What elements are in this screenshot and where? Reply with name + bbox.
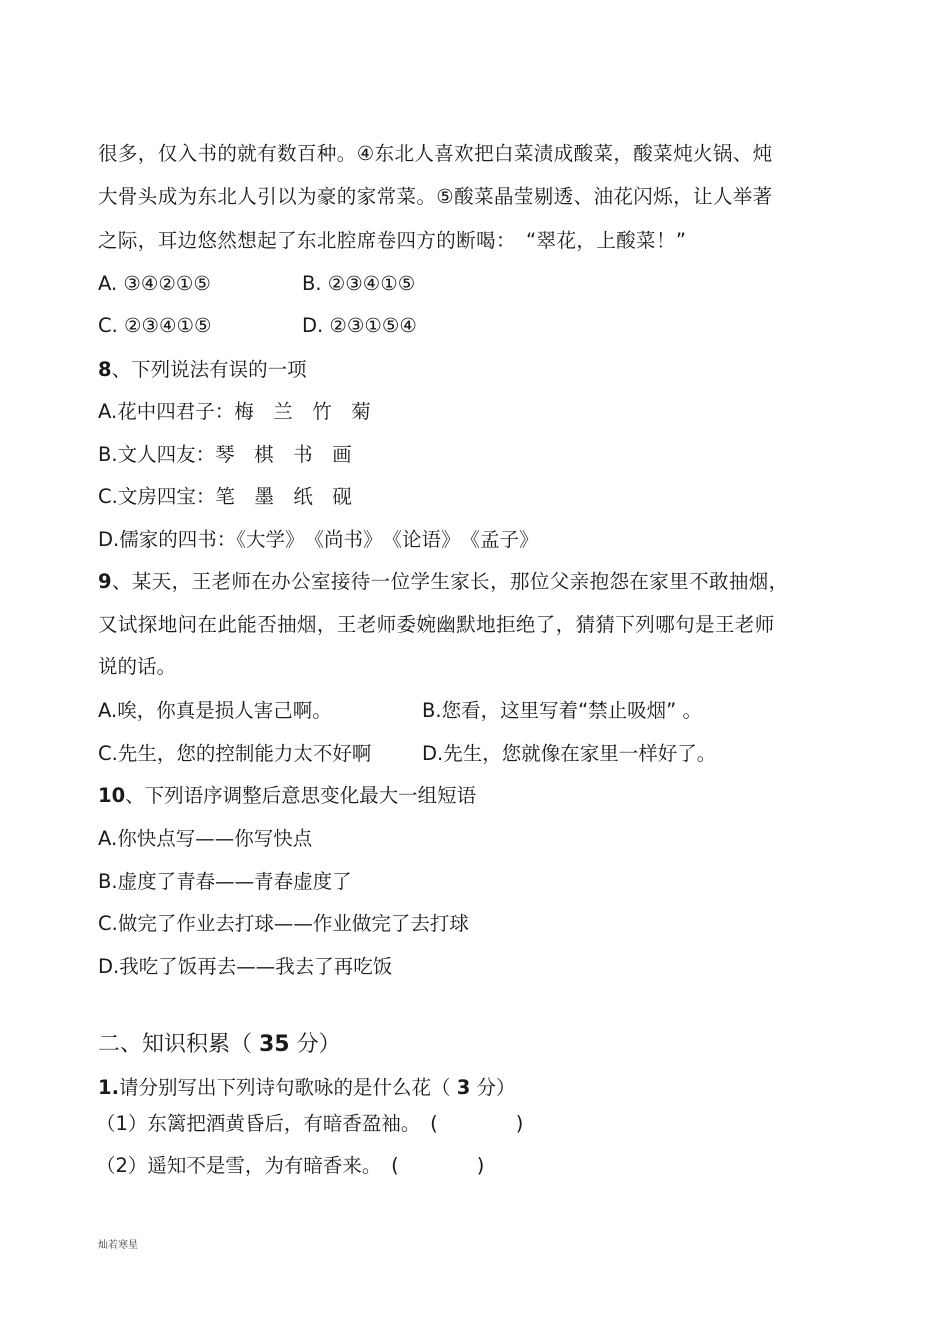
q9-option-d: D.先生，您就像在家里一样好了。	[422, 742, 717, 765]
q7-option-b: B. ②③④①⑤	[302, 272, 416, 295]
q9-stem-line-2: 又试探地问在此能否抽烟，王老师委婉幽默地拒绝了，猜猜下列哪句是王老师	[98, 613, 775, 636]
q8-stem	[98, 356, 307, 384]
q11-score-suffix: 分）	[470, 1076, 516, 1099]
q10-stem-text: 、下列语序调整后意思变化最大一组短语	[125, 784, 477, 807]
q10-stem	[98, 782, 476, 810]
q10-option-b: B.虚度了青春——青春虚度了	[98, 870, 352, 893]
q8-number: 8	[98, 358, 112, 381]
q9-stem-line-1	[98, 568, 789, 596]
q8-option-d: D.儒家的四书：《大学》 《尚书》 《论语》 《孟子》	[98, 528, 539, 551]
section-2-suffix: 分）	[289, 1032, 341, 1057]
q10-number: 10	[98, 784, 126, 807]
q8-stem-text: 、下列说法有误的一项	[111, 358, 307, 381]
q9-stem-text-1: 、某天，王老师在办公室接待一位学生家长，那位父亲抱怨在家里不敢抽烟，	[111, 570, 789, 593]
q9-option-a: A.唉，你真是损人害己啊。	[98, 699, 332, 722]
q7-option-a: A. ③④②①⑤	[98, 272, 211, 295]
footer-watermark: 灿若寒星	[98, 1240, 138, 1251]
q10-option-a: A.你快点写——你写快点	[98, 827, 313, 850]
passage-line-1: 很多，仅入书的就有数百种。④东北人喜欢把白菜渍成酸菜，酸菜炖火锅、炖	[98, 142, 773, 165]
section-2-score: 35	[259, 1032, 290, 1057]
passage-line-2: 大骨头成为东北人引以为豪的家常菜。⑤酸菜晶莹剔透、油花闪烁，让人举著	[98, 185, 773, 208]
q10-option-d: D.我吃了饭再去——我去了再吃饭	[98, 955, 393, 978]
section-2-heading	[98, 1030, 341, 1060]
q8-option-c: C.文房四宝：笔 墨 纸 砚	[98, 485, 352, 508]
q7-option-c: C. ②③④①⑤	[98, 314, 212, 337]
q11-score: 3	[456, 1076, 471, 1099]
q9-number: 9	[98, 570, 112, 593]
q7-option-d: D. ②③①⑤④	[302, 314, 417, 337]
q11-item-2: （2）遥知不是雪，为有暗香来。 ( )	[96, 1154, 485, 1177]
q11-stem-text: 请分别写出下列诗句歌咏的是什么花（	[118, 1076, 457, 1099]
q9-stem-line-3: 说的话。	[98, 655, 177, 678]
q8-option-a: A.花中四君子：梅 兰 竹 菊	[98, 400, 371, 423]
q11-number: 1.	[98, 1076, 119, 1099]
q9-option-b: B.您看，这里写着“禁止吸烟” 。	[422, 699, 702, 722]
q9-option-c: C.先生，您的控制能力太不好啊	[98, 742, 372, 765]
q10-option-c: C.做完了作业去打球——作业做完了去打球	[98, 912, 469, 935]
passage-line-3: 之际，耳边悠然想起了东北腔席卷四方的断喝： “翠花，上酸菜！”	[98, 229, 687, 252]
q8-option-b: B.文人四友：琴 棋 书 画	[98, 443, 352, 466]
q11-item-1: （1）东篱把酒黄昏后，有暗香盈袖。 ( )	[96, 1112, 524, 1135]
q11-stem	[98, 1074, 515, 1102]
section-2-prefix: 二、知识积累（	[98, 1032, 259, 1057]
